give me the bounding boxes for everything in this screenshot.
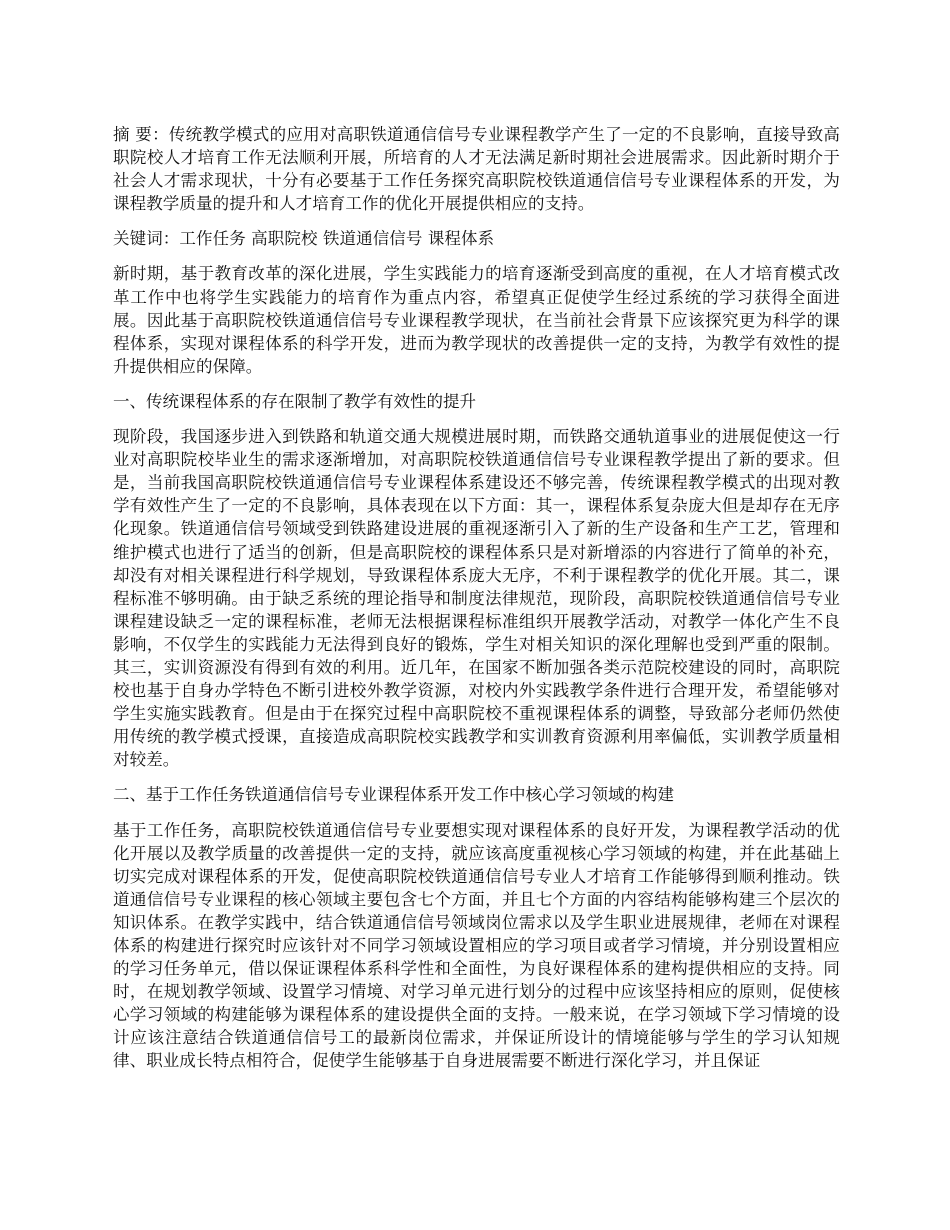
section-1-heading: 一、传统课程体系的存在限制了教学有效性的提升 <box>113 391 476 411</box>
section-2-heading: 二、基于工作任务铁道通信信号专业课程体系开发工作中核心学习领域的构建 <box>113 785 674 805</box>
section-2-body: 基于工作任务，高职院校铁道通信信号专业要想实现对课程体系的良好开发，为课程教学活动的优化开展以及教学质量的改善提供一定的支持，就应该高度重视核心学习领域的构建，并在此基础上切实完成对课程体系的开发，促使高职院校铁道通信信号专业人才培育工作能够得到顺利推动。铁道通信信号专业课程的核心领域主要包含七个方面，并且七个方面的内容结构能够构建三个层次的知识体系。在教学实践中，结合铁道通信信号领域岗位需求以及学生职业进展规律，老师在对课程体系的构建进行探究时应该针对不同学习领域设置相应的学习项目或者学习情境，并分别设置相应的学习任务单元，借以保证课程体系科学性和全面性，为良好课程体系的建构提供相应的支持。同时，在规划教学领域、设置学习情境、对学习单元进行划分的过程中应该坚持相应的原则，促使核心学习领域的构建能够为课程体系的建设提供全面的支持。一般来说，在学习领域下学习情境的设计应该注意结合铁道通信信号工的最新岗位需求，并保证所设计的情境能够与学生的学习认知规律、职业成长特点相符合，促使学生能够基于自身进展需要不断进行深化学习，并且保证 <box>113 820 840 1071</box>
document-page <box>113 123 840 1073</box>
keywords-line: 关键词：工作任务 高职院校 铁道通信信号 课程体系 <box>113 229 495 249</box>
abstract-paragraph: 摘 要：传统教学模式的应用对高职铁道通信信号专业课程教学产生了一定的不良影响，直接导致高职院校人才培育工作无法顺利开展，所培育的人才无法满足新时期社会进展需求。因此新时期介于社会人才需求现状，十分有必要基于工作任务探究高职院校铁道通信信号专业课程体系的开发，为课程教学质量的提升和人才培育工作的优化开展提供相应的支持。 <box>113 125 840 214</box>
intro-paragraph: 新时期，基于教育改革的深化进展，学生实践能力的培育逐渐受到高度的重视，在人才培育模式改革工作中也将学生实践能力的培育作为重点内容，希望真正促使学生经过系统的学习获得全面进展。因此基于高职院校铁道通信信号专业课程教学现状，在当前社会背景下应该探究更为科学的课程体系，实现对课程体系的科学开发，进而为教学现状的改善提供一定的支持，为教学有效性的提升提供相应的保障。 <box>113 264 840 376</box>
section-1-body: 现阶段，我国逐步进入到铁路和轨道交通大规模进展时期，而铁路交通轨道事业的进展促使这一行业对高职院校毕业生的需求逐渐增加，对高职院校铁道通信信号专业课程教学提出了新的要求。但是，当前我国高职院校铁道通信信号专业课程体系建设还不够完善，传统课程教学模式的出现对教学有效性产生了一定的不良影响，具体表现在以下方面：其一，课程体系复杂庞大但是却存在无序化现象。铁道通信信号领域受到铁路建设进展的重视逐渐引入了新的生产设备和生产工艺，管理和维护模式也进行了适当的创新，但是高职院校的课程体系只是对新增添的内容进行了简单的补充，却没有对相关课程进行科学规划，导致课程体系庞大无序，不利于课程教学的优化开展。其二，课程标准不够明确。由于缺乏系统的理论指导和制度法律规范，现阶段，高职院校铁道通信信号专业课程建设缺乏一定的课程标准，老师无法根据课程标准组织开展教学活动，对教学一体化产生不良影响，不仅学生的实践能力无法得到良好的锻炼，学生对相关知识的深化理解也受到严重的限制。其三，实训资源没有得到有效的利用。近几年，在国家不断加强各类示范院校建设的同时，高职院校也基于自身办学特色不断引进校外教学资源，对校内外实践教学条件进行合理开发，希望能够对学生实施实践教育。但是由于在探究过程中高职院校不重视课程体系的调整，导致部分老师仍然使用传统的教学模式授课，直接造成高职院校实践教学和实训教育资源利用率偏低，实训教学质量相对较差。 <box>113 427 840 770</box>
